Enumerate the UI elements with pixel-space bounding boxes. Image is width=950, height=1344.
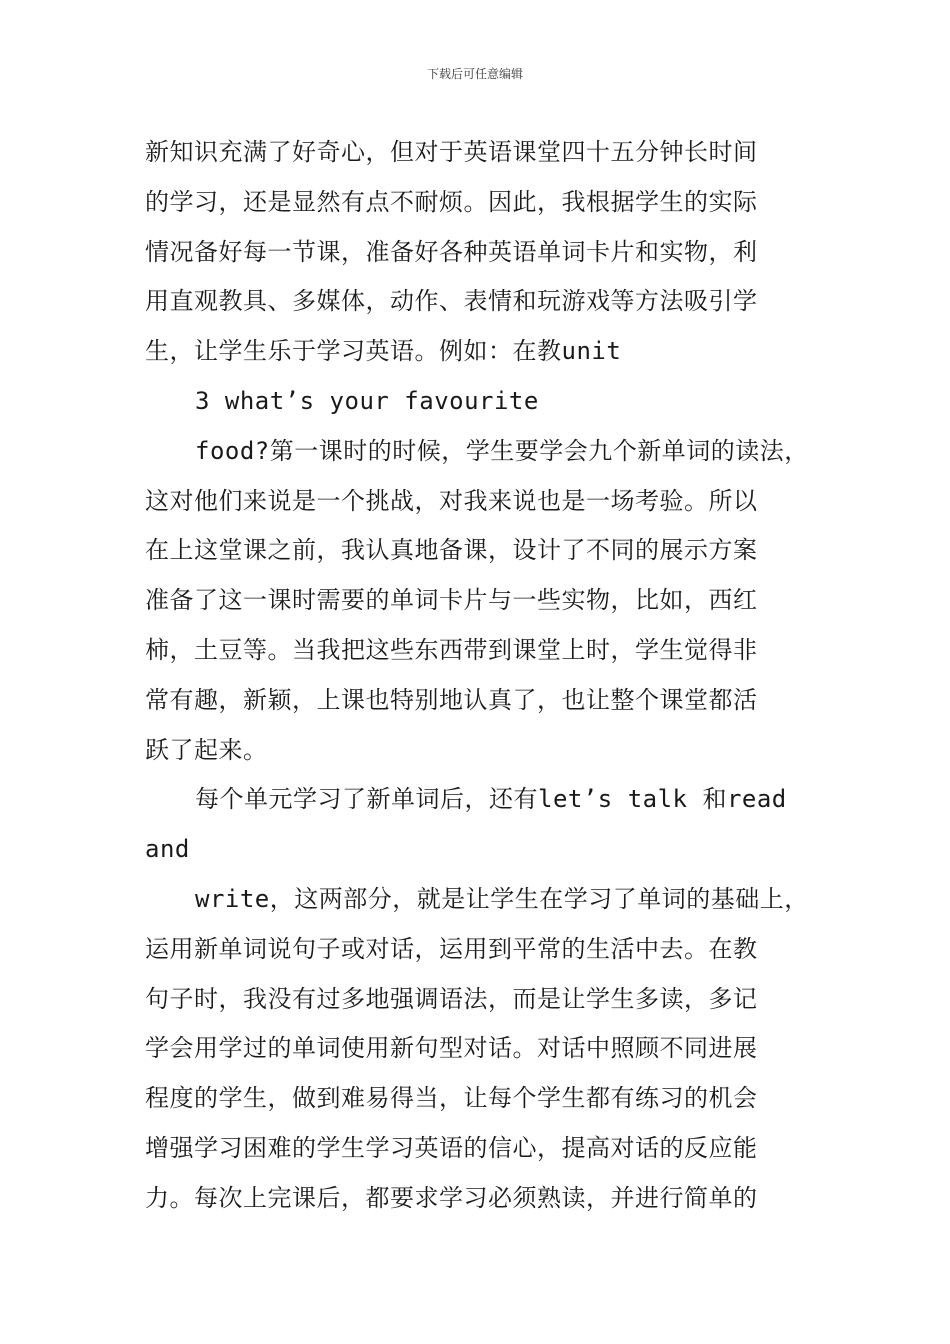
text-line: write，这两部分，就是让学生在学习了单词的基础上， (195, 884, 809, 913)
text-line: 3 what’s your favourite (195, 386, 539, 415)
text-line: 的学习，还是显然有点不耐烦。因此，我根据学生的实际 (145, 187, 758, 216)
text-line: 句子时，我没有过多地强调语法，而是让学生多读，多记 (145, 984, 758, 1013)
text-line: 生，让学生乐于学习英语。例如：在教unit (145, 337, 622, 366)
text-line: 学会用学过的单词使用新句型对话。对话中照顾不同进展 (145, 1034, 758, 1063)
document-body (145, 128, 825, 1224)
text-line: 在上这堂课之前，我认真地备课，设计了不同的展示方案 (145, 536, 758, 565)
text-line: and (145, 835, 190, 864)
text-line: 情况备好每一节课，准备好各种英语单词卡片和实物，利 (145, 237, 758, 266)
page-header: 下载后可任意编辑 (426, 67, 523, 81)
text-line: 新知识充满了好奇心，但对于英语课堂四十五分钟长时间 (145, 138, 758, 166)
text-line: food?第一课时的时候，学生要学会九个新单词的读法， (195, 436, 809, 465)
text-line: 增强学习困难的学生学习英语的信心，提高对话的反应能 (145, 1133, 758, 1162)
text-line: 力。每次上完课后，都要求学习必须熟读，并进行简单的 (145, 1183, 758, 1212)
text-line: 跃了起来。 (145, 735, 268, 764)
text-line: 程度的学生，做到难易得当，让每个学生都有练习的机会 (145, 1084, 758, 1113)
text-line: 准备了这一课时需要的单词卡片与一些实物，比如，西红 (145, 586, 758, 615)
text-line: 常有趣，新颖，上课也特别地认真了，也让整个课堂都活 (145, 685, 758, 714)
text-line: 柿，土豆等。当我把这些东西带到课堂上时，学生觉得非 (145, 635, 758, 664)
text-line: 用直观教具、多媒体，动作、表情和玩游戏等方法吸引学 (145, 287, 758, 316)
text-line: 运用新单词说句子或对话，运用到平常的生活中去。在教 (145, 934, 758, 963)
text-line: 每个单元学习了新单词后，还有let’s talk 和read (195, 785, 787, 814)
text-line: 这对他们来说是一个挑战，对我来说也是一场考验。所以 (145, 486, 758, 515)
